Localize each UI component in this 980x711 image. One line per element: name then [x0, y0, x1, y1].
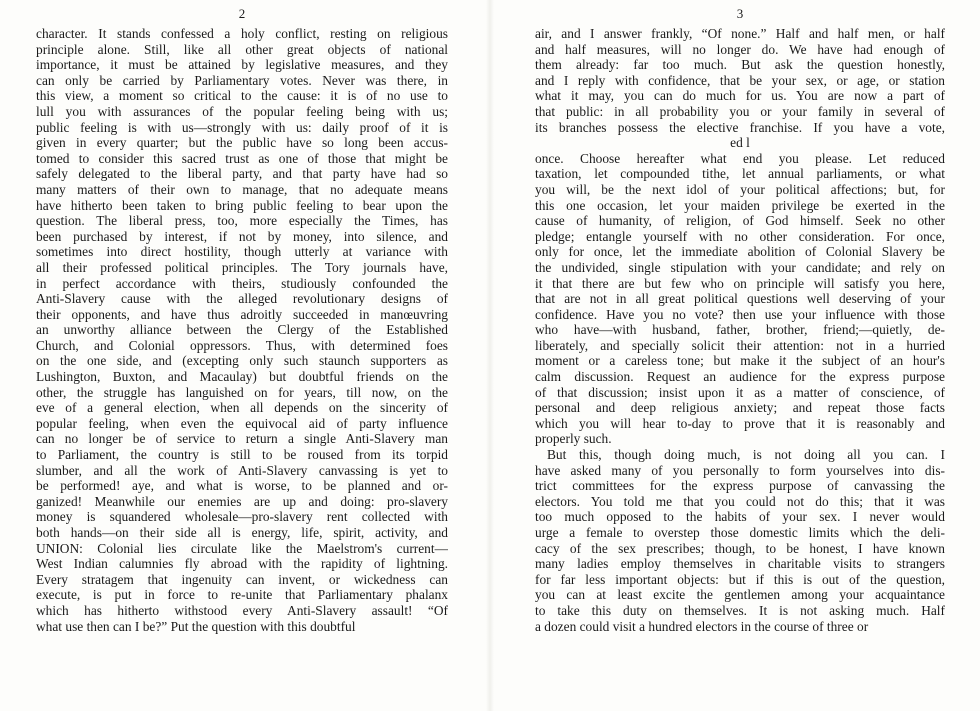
- text-line: that public: in all probability you or your family in several of: [535, 103, 945, 119]
- text-line: a dozen could visit a hundred electors in the course of three or: [535, 618, 869, 634]
- text-line: eve of a general election, when all depends on the sincerity of: [36, 400, 448, 416]
- page-number: 3: [736, 6, 744, 21]
- text-line: you will, be the next idol of your political affections; but, for: [535, 181, 945, 197]
- right-page: [535, 0, 945, 711]
- text-line: that are not in all great political questions well deserving of your: [535, 291, 945, 307]
- text-line: an unworthy alliance between the Clergy of the Established: [36, 322, 448, 338]
- text-line: them already: far too much. But ask the question honestly,: [535, 57, 945, 73]
- text-line: other, the struggle has languished on for years, till now, on the: [36, 384, 448, 400]
- text-line: you can at least excite the gentlemen among your acquaintance: [535, 587, 945, 603]
- text-line: Church, and Colonial oppressors. Thus, with determined foes: [36, 337, 448, 353]
- text-line: UNION: Colonial lies circulate like the Maelstrom's current—: [36, 540, 448, 556]
- text-line: calm discussion. Request an audience for the express purpose: [535, 369, 945, 385]
- text-line: ed l: [730, 135, 750, 151]
- text-line: West Indian calumnies fly abroad with the rapidity of lightning.: [36, 556, 448, 572]
- text-line: properly such.: [535, 431, 612, 447]
- text-line: both hands—on their side all is energy, life, spirit, activity, and: [36, 525, 448, 540]
- text-line: public feeling is with us—strongly with us: daily proof of it is: [36, 119, 448, 135]
- text-line: can only be carried by Parliamentary votes. Never was there, in: [36, 72, 448, 88]
- text-line: personal and deep religious anxiety; and repeat those facts: [535, 400, 945, 416]
- text-line: urge a female to overstep those domestic limits which the deli-: [535, 525, 945, 540]
- text-line: Every stratagem that ingenuity can invent, or wickedness can: [36, 571, 448, 587]
- text-line: moment or a careless tone; but make it the subject of an hour's: [535, 353, 945, 369]
- text-line: question. The liberal press, too, more especially the Times, has: [36, 213, 448, 229]
- text-line: their opponents, and have thus adroitly succeeded in manœuvring: [36, 306, 448, 322]
- book-gutter: [486, 0, 494, 711]
- left-page-text: [36, 26, 448, 634]
- text-line: confidence. Have you no vote? then use your influence with those: [535, 306, 945, 322]
- text-line: which you will hear to-day to prove that it is reasonably and: [535, 415, 945, 431]
- text-line: money is squandered wholesale—pro-slavery rent collected with: [36, 509, 448, 525]
- text-line: this one occasion, let your maiden privilege be exerted in the: [535, 197, 945, 213]
- text-line: safely delegated to the liberal party, and that party have had so: [36, 166, 448, 182]
- text-line: it that there are but few who on principle will satisfy you here,: [535, 275, 945, 291]
- text-line: ganized! Meanwhile our enemies are up and doing: pro-slavery: [36, 493, 448, 509]
- text-line: trict committees for the express purpose of canvassing the: [535, 478, 945, 494]
- text-line: character. It stands confessed a holy conflict, resting on religious: [36, 26, 448, 41]
- text-line: can no longer be of service to return a single Anti-Slavery man: [36, 431, 448, 447]
- text-line: electors. You told me that you could not do this; that it was: [535, 493, 945, 509]
- text-line: been purchased by interest, if not by money, into silence, and: [36, 228, 448, 244]
- text-line: for far less important objects: but if this is out of the question,: [535, 571, 945, 587]
- text-line: But this, though doing much, is not doing all you can. I: [547, 447, 945, 463]
- text-line: the undivided, single stipulation with your candidate; and rely on: [535, 259, 945, 275]
- text-line: to Parliament, the country is still to be roused from its torpid: [36, 447, 448, 463]
- right-page-text: [535, 26, 945, 634]
- text-line: Lushington, Buxton, and Macaulay) but doubtful friends on the: [36, 369, 448, 385]
- text-line: too much opposed to the habits of your sex. I never would: [535, 509, 945, 525]
- text-line: on the one side, and (excepting only such staunch supporters as: [36, 353, 448, 369]
- text-line: liberately, and specially solicit their attention: not in a hurried: [535, 337, 945, 353]
- text-line: be performed! aye, and what is worse, to be planned and or-: [36, 478, 448, 494]
- text-line: many matters of their own to manage, that no adequate means: [36, 181, 448, 197]
- text-line: air, and I answer frankly, “Of none.” Half and half men, or half: [535, 26, 945, 41]
- text-line: which has hitherto withstood every Anti-Slavery assault! “Of: [36, 602, 448, 618]
- text-line: who have—with husband, father, brother, friend;—quietly, de-: [535, 322, 945, 338]
- left-page: [36, 0, 448, 711]
- text-line: this view, a moment so critical to the cause: it is of no use to: [36, 88, 448, 104]
- page-number: 2: [238, 6, 246, 21]
- text-line: only for once, let the immediate abolition of Colonial Slavery be: [535, 244, 945, 260]
- text-line: what use then can I be?” Put the question with this doubtful: [36, 618, 356, 634]
- text-line: tomed to consider this sacred trust as one of those that might be: [36, 150, 448, 166]
- text-line: and I reply with confidence, that be your sex, or age, or station: [535, 72, 945, 88]
- text-line: have asked many of you personally to form yourselves into dis-: [535, 462, 945, 478]
- text-line: many ladies employ themselves in charitable visits to strangers: [535, 556, 945, 572]
- text-line: taxation, let compounded tithe, let annual parliaments, or what: [535, 166, 945, 182]
- text-line: principle alone. Still, like all other great objects of national: [36, 41, 448, 57]
- text-line: importance, it must be attained by legislative measures, and they: [36, 57, 448, 73]
- text-line: Anti-Slavery cause with the alleged revolutionary designs of: [36, 291, 448, 307]
- text-line: of that discussion; insist upon it as a matter of conscience, of: [535, 384, 945, 400]
- text-line: slumber, and all the work of Anti-Slavery canvassing is yet to: [36, 462, 448, 478]
- text-line: and half measures, will no longer do. We have had enough of: [535, 41, 945, 57]
- text-line: cause of humanity, of religion, of God himself. Seek no other: [535, 213, 945, 229]
- text-line: sometimes into direct hostility, though utterly at variance with: [36, 244, 448, 260]
- text-line: given in every quarter; but the public have so long been accus-: [36, 135, 448, 151]
- text-line: all their professed political principles. The Tory journals have,: [36, 259, 448, 275]
- text-line: its branches possess the elective franchise. If you have a vote,: [535, 119, 945, 135]
- text-line: popular feeling, when even the equivocal aid of party influence: [36, 415, 448, 431]
- text-line: what it may, you can do much for us. You are now a part of: [535, 88, 945, 104]
- text-line: lull you with assurances of the popular feeling being with us;: [36, 103, 448, 119]
- text-line: to take this duty on themselves. It is not asking much. Half: [535, 602, 945, 618]
- text-line: have hitherto been taken to bring public feeling to bear upon the: [36, 197, 448, 213]
- text-line: cacy of the sex prescribes; though, to be honest, I have known: [535, 540, 945, 556]
- text-line: in perfect accordance with theirs, studiously confounded the: [36, 275, 448, 291]
- text-line: pledge; entangle yourself with no other consideration. For once,: [535, 228, 945, 244]
- text-line: execute, is put in force to re-unite that Parliamentary phalanx: [36, 587, 448, 603]
- text-line: once. Choose hereafter what end you please. Let reduced: [535, 150, 945, 166]
